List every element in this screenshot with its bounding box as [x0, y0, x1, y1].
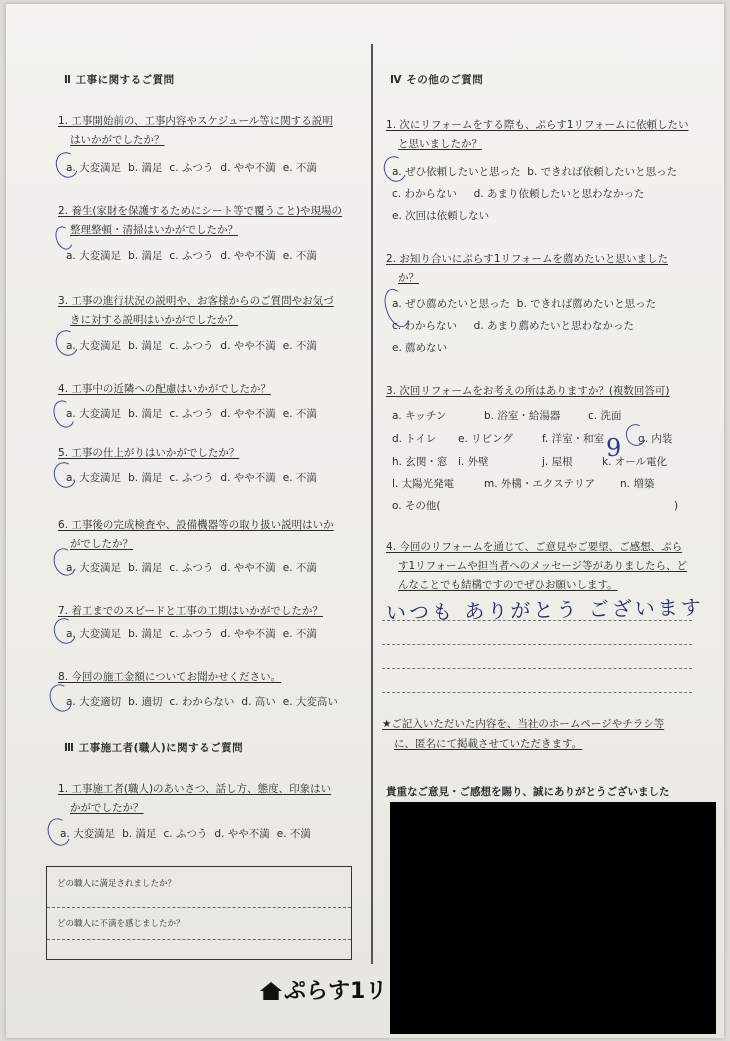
area-option-other[interactable]: o. その他( [392, 500, 441, 512]
ruled-line [382, 644, 692, 645]
option-e[interactable]: e. 次回は依頼しない [392, 210, 490, 222]
option-c[interactable]: c. ふつう [169, 562, 214, 574]
ruled-line [382, 620, 692, 621]
option-b[interactable]: b. 満足 [128, 472, 163, 484]
question-finish-quality [58, 444, 239, 463]
option-a[interactable]: a. 大変満足 [66, 408, 122, 420]
option-e[interactable]: e. 不満 [282, 408, 317, 420]
area-option[interactable]: c. 洗面 [588, 410, 622, 422]
option-d[interactable]: d. やや不満 [220, 628, 276, 640]
question-text: 整理整頓・清掃はいかがでしたか？ [70, 224, 238, 236]
option-e[interactable]: e. 不満 [282, 340, 317, 352]
option-b[interactable]: b. 満足 [128, 562, 163, 574]
rating-options [66, 560, 324, 575]
logo-text: ぷらす1リ [284, 979, 388, 1004]
option-a[interactable]: a. 大変満足 [60, 828, 116, 840]
question-text: 1. 次にリフォームをする際も、ぷらす1リフォームに依頼したい [386, 119, 689, 131]
question-text: んなことでも結構ですのでぜひお願いします。 [398, 579, 618, 591]
question-text: 8. 今回の施工金額についてお聞かせください。 [58, 671, 282, 683]
area-option[interactable]: i. 外壁 [458, 456, 489, 468]
question-message [386, 538, 687, 595]
rating-options [60, 826, 318, 841]
rehire-options-row2 [392, 186, 645, 201]
question-text: 1. 工事開始前の、工事内容やスケジュール等に関する説明 [58, 115, 333, 127]
house-icon [260, 982, 282, 1000]
rating-options [66, 160, 324, 175]
option-d[interactable]: d. あまり依頼したいと思わなかった [473, 188, 645, 200]
option-a[interactable]: a. ぜひ依頼したいと思った [392, 166, 521, 178]
answer-circle [380, 153, 410, 185]
notice-text: に、匿名にて掲載させていただきます。 [394, 738, 583, 750]
option-e[interactable]: e. 不満 [282, 162, 317, 174]
question-recommend [386, 250, 668, 288]
rating-options [66, 470, 324, 485]
option-e[interactable]: e. 不満 [282, 250, 317, 262]
reform-area-row4 [392, 476, 654, 491]
recommend-options-row1 [392, 296, 656, 311]
price-options [66, 694, 345, 709]
option-e[interactable]: e. 不満 [282, 562, 317, 574]
question-construction-explanation [58, 112, 333, 150]
option-c[interactable]: c. ふつう [169, 340, 214, 352]
option-b[interactable]: b. 適切 [128, 696, 163, 708]
question-text: かがでしたか？ [70, 802, 144, 814]
option-e[interactable]: e. 大変高い [282, 696, 338, 708]
paren-close: ) [674, 500, 679, 512]
reform-area-row3 [392, 454, 667, 469]
option-c[interactable]: c. ふつう [169, 250, 214, 262]
option-e[interactable]: e. 不満 [282, 472, 317, 484]
question-text: 4. 工事中の近隣への配慮はいかがでしたか？ [58, 383, 271, 395]
publication-notice [382, 714, 664, 754]
question-text: と思いましたか？ [398, 138, 482, 150]
question-craftsman-manner [58, 780, 331, 818]
question-text: がでしたか？ [70, 538, 133, 550]
question-progress-explanation [58, 292, 334, 330]
option-c[interactable]: c. ふつう [169, 472, 214, 484]
option-b[interactable]: b. 満足 [128, 628, 163, 640]
area-option[interactable]: b. 浴室・給湯器 [484, 410, 561, 422]
question-speed-duration [58, 602, 323, 621]
recommend-options-row2 [392, 318, 634, 333]
option-c[interactable]: c. ふつう [169, 408, 214, 420]
option-e[interactable]: e. 薦めない [392, 342, 448, 354]
option-a[interactable]: a. ぜひ薦めたいと思った [392, 298, 511, 310]
option-a[interactable]: a. 大変満足 [66, 162, 122, 174]
area-option[interactable]: f. 洋室・和室 [542, 433, 605, 445]
option-d[interactable]: d. やや不満 [220, 162, 276, 174]
notice-text: ★ご記入いただいた内容を、当社のホームページやチラシ等 [382, 718, 665, 730]
option-d[interactable]: d. やや不満 [220, 472, 276, 484]
question-text: きに対する説明はいかがでしたか？ [70, 314, 238, 326]
area-option[interactable]: l. 太陽光発電 [392, 478, 455, 490]
option-a[interactable]: a. 大変満足 [66, 628, 122, 640]
option-a[interactable]: a. 大変満足 [66, 250, 122, 262]
rehire-options-row1 [392, 164, 677, 179]
area-option[interactable]: e. リビング [458, 433, 513, 445]
redaction-block [390, 802, 716, 1034]
thanks-message: 貴重なご意見・ご感想を賜り、誠にありがとうございました [386, 786, 670, 798]
question-text: か？ [398, 272, 419, 284]
answer-circle [52, 327, 82, 359]
option-c[interactable]: c. わからない [392, 188, 457, 200]
option-d[interactable]: d. 高い [241, 696, 276, 708]
option-b[interactable]: b. できれば薦めたいと思った [516, 298, 657, 310]
option-c[interactable]: c. わからない [392, 320, 457, 332]
option-a[interactable]: a. 大変満足 [66, 562, 122, 574]
answer-circle [52, 149, 82, 181]
area-option[interactable]: j. 屋根 [542, 456, 573, 468]
option-d[interactable]: d. あまり薦めたいと思わなかった [473, 320, 634, 332]
answer-circle [50, 459, 80, 491]
recommend-options-row3 [392, 340, 447, 355]
question-text: 7. 着工までのスピードと工事の工期はいかがでしたか？ [58, 605, 323, 617]
question-text: はいかがでしたか？ [70, 134, 165, 146]
option-a[interactable]: a. 大変満足 [66, 340, 122, 352]
question-inspection-explanation [58, 516, 334, 554]
section-3-title: Ⅲ 工事施工者(職人)に関するご質問 [64, 742, 244, 754]
question-text: 1. 工事施工者(職人)のあいさつ、話し方、態度、印象はい [58, 783, 332, 795]
question-text: 6. 工事後の完成検査や、設備機器等の取り扱い説明はいか [58, 519, 334, 531]
reform-area-row1 [392, 408, 621, 423]
rating-options [66, 248, 324, 263]
ruled-line [382, 668, 692, 669]
area-option[interactable]: k. オール電化 [602, 456, 668, 468]
survey-sheet [6, 4, 724, 1038]
area-option[interactable]: d. トイレ [392, 433, 437, 445]
option-b[interactable]: b. 満足 [122, 828, 157, 840]
option-c[interactable]: c. ふつう [169, 162, 214, 174]
area-option[interactable]: a. キッチン [392, 410, 447, 422]
option-c[interactable]: c. わからない [169, 696, 235, 708]
question-next-reform [386, 382, 670, 401]
answer-circle [44, 815, 74, 849]
option-d[interactable]: d. やや不満 [220, 250, 276, 262]
option-c[interactable]: c. ふつう [163, 828, 208, 840]
question-text: 5. 工事の仕上がりはいかがでしたか？ [58, 447, 240, 459]
question-text: 4. 今回のリフォームを通じて、ご意見やご要望、ご感想、ぷら [386, 541, 683, 553]
company-logo [260, 974, 387, 1005]
rating-options [66, 406, 324, 421]
question-text: 3. 工事の進行状況の説明や、お客様からのご質問やお気づ [58, 295, 334, 307]
option-e[interactable]: e. 不満 [276, 828, 311, 840]
option-b[interactable]: b. 満足 [128, 408, 163, 420]
area-option[interactable]: g. 内装 [638, 433, 673, 445]
dashed-line [47, 907, 351, 908]
ruled-line [382, 692, 692, 693]
column-divider [371, 44, 373, 964]
question-text: 2. 養生(家財を保護するためにシート等で覆うこと)や現場の [58, 205, 343, 217]
handwritten-mark: 9 [606, 434, 622, 462]
dashed-line [47, 939, 351, 940]
question-text: 2. お知り合いにぷらす1リフォームを薦めたいと思いました [386, 253, 669, 265]
answer-circle [50, 397, 78, 430]
option-d[interactable]: d. やや不満 [220, 562, 276, 574]
question-protection-cleanup [58, 202, 342, 240]
option-a[interactable]: a. 大変満足 [66, 472, 122, 484]
option-a[interactable]: a. 大変適切 [66, 696, 122, 708]
option-d[interactable]: d. やや不満 [220, 408, 276, 420]
question-price [58, 668, 281, 687]
section-2-title: Ⅱ 工事に関するご質問 [64, 74, 175, 86]
craftsman-comment-box [46, 866, 352, 960]
option-e[interactable]: e. 不満 [282, 628, 317, 640]
area-option[interactable]: n. 増築 [620, 478, 655, 490]
area-option[interactable]: h. 玄関・窓 [392, 456, 448, 468]
rating-options [66, 626, 324, 641]
box-label-satisfied: どの職人に満足されましたか？ [57, 879, 177, 889]
option-b[interactable]: b. 満足 [128, 340, 163, 352]
option-b[interactable]: b. 満足 [128, 250, 163, 262]
question-rehire [386, 116, 689, 154]
option-b[interactable]: b. できれば依頼したいと思った [527, 166, 678, 178]
handwritten-message: いつも ありがとう ございます [385, 595, 704, 625]
option-d[interactable]: d. やや不満 [214, 828, 270, 840]
question-text: 3. 次回リフォームをお考えの所はありますか？(複数回答可) [386, 385, 670, 397]
box-label-dissatisfied: どの職人に不満を感じましたか？ [57, 919, 185, 929]
option-b[interactable]: b. 満足 [128, 162, 163, 174]
rehire-options-row3 [392, 208, 489, 223]
option-c[interactable]: c. ふつう [169, 628, 214, 640]
reform-area-row5 [392, 498, 678, 513]
rating-options [66, 338, 324, 353]
section-4-title: Ⅳ その他のご質問 [390, 74, 484, 86]
question-text: す1リフォームや担当者へのメッセージ等がありましたら、ど [398, 560, 688, 572]
area-option[interactable]: m. 外構・エクステリア [484, 478, 596, 490]
option-d[interactable]: d. やや不満 [220, 340, 276, 352]
question-neighbor-care [58, 380, 271, 399]
